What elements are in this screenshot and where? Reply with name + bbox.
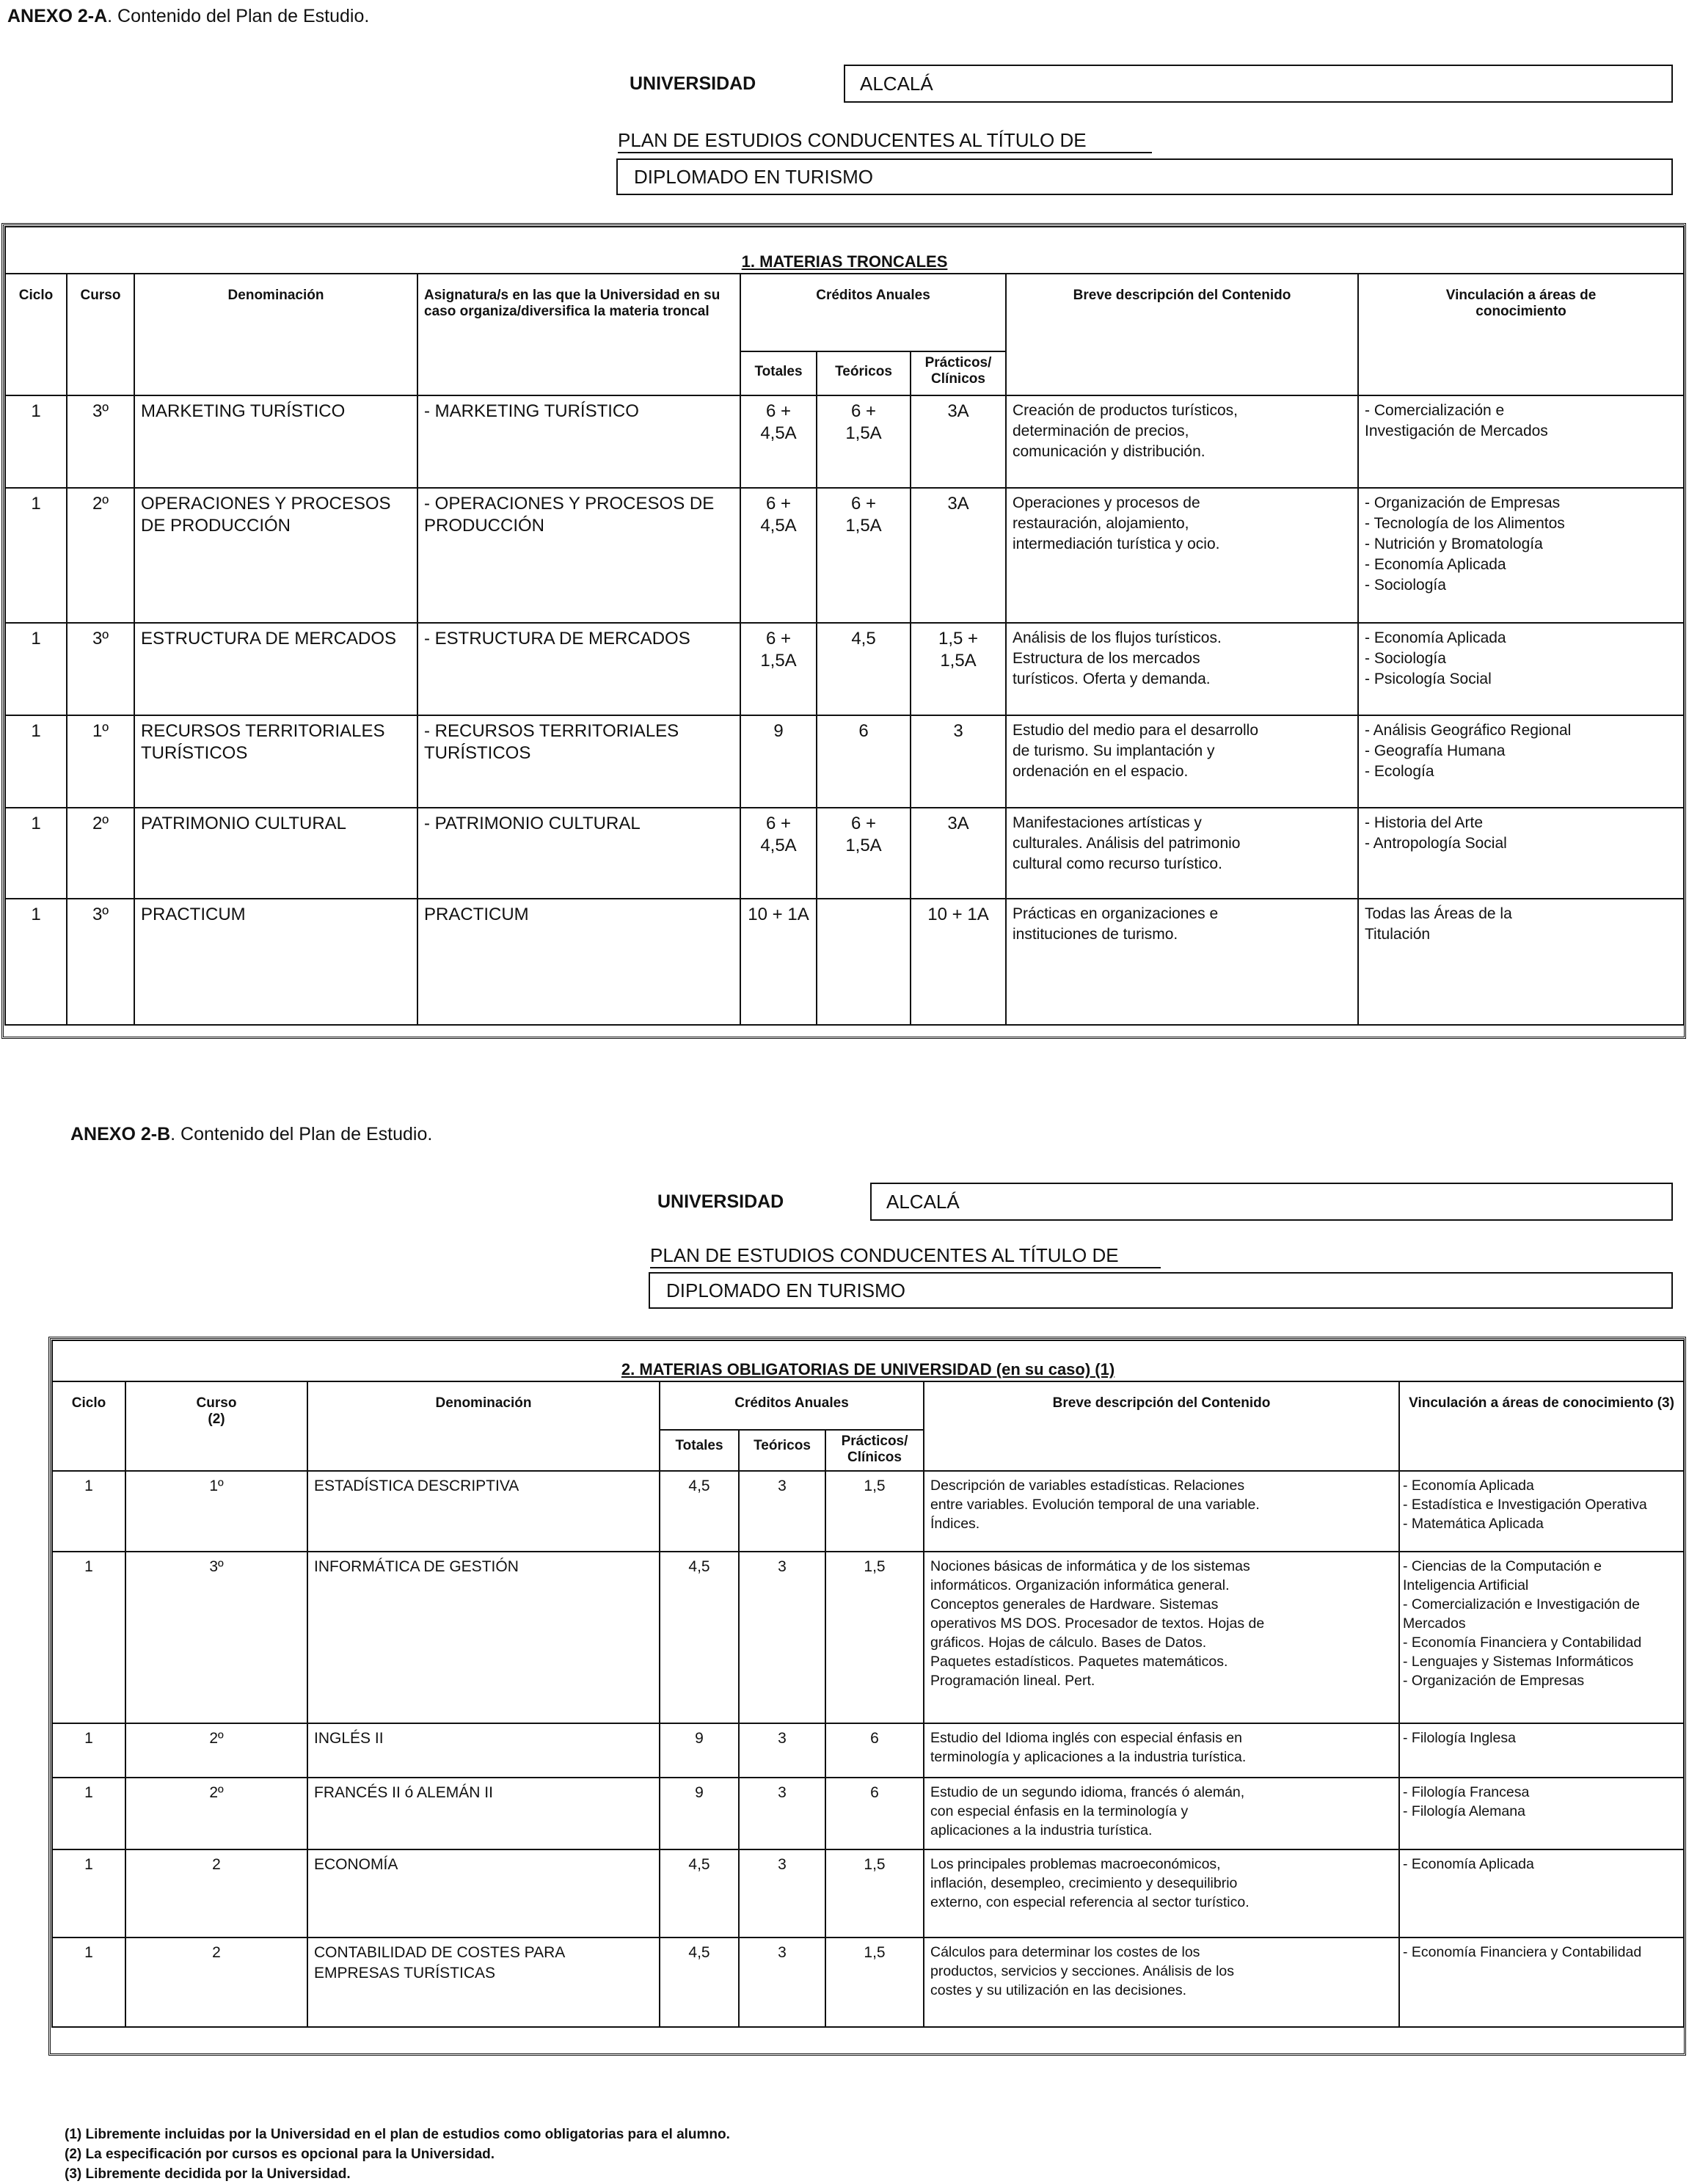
teoricos-line: 6 +: [850, 814, 877, 833]
header-ciclo: Ciclo: [5, 274, 67, 395]
descripcion-line: Descripción de variables estadísticas. Relaciones: [930, 1478, 1245, 1494]
denominacion-cell: ECONOMÍA: [307, 1849, 660, 1938]
vinculacion-line: - Historia del Arte: [1365, 814, 1484, 831]
header-ciclo-b: Ciclo: [52, 1381, 125, 1471]
vinculacion-line: - Nutrición y Bromatología: [1365, 536, 1543, 552]
totales-cell: [740, 899, 817, 1025]
ciclo-cell: 1: [52, 1471, 125, 1552]
descripcion-line: operativos MS DOS. Procesador de textos. Hojas de: [930, 1615, 1265, 1632]
denominacion-cell: FRANCÉS II ó ALEMÁN II: [307, 1778, 660, 1849]
footnotes: [65, 2125, 730, 2184]
vinculacion-line: - Economía Aplicada: [1365, 556, 1506, 573]
totales-line: 6 +: [765, 814, 792, 833]
vinculacion-cell: [1358, 808, 1684, 899]
descripcion-cell: [1006, 715, 1358, 808]
asignatura-cell: - MARKETING TURÍSTICO: [417, 395, 740, 488]
vinculacion-line: - Filología Alemana: [1403, 1803, 1525, 1819]
vinculacion-line: - Sociología: [1365, 577, 1446, 594]
totales-line: 9: [773, 721, 784, 741]
practicos-cell: 6: [825, 1723, 924, 1778]
ciclo-cell: 1: [52, 1723, 125, 1778]
descripcion-line: cultural como recurso turístico.: [1013, 855, 1222, 872]
vinculacion-line: Inteligencia Artificial: [1403, 1577, 1529, 1593]
descripcion-line: Análisis de los flujos turísticos.: [1013, 629, 1222, 646]
vinculacion-line: - Economía Aplicada: [1403, 1856, 1534, 1872]
vinculacion-cell: [1358, 395, 1684, 488]
descripcion-line: Estudio de un segundo idioma, francés ó alemán,: [930, 1784, 1245, 1800]
ciclo-cell: 1: [52, 1938, 125, 2027]
descripcion-cell: [924, 1849, 1399, 1938]
table-row: [52, 1723, 1684, 1778]
descripcion-line: restauración, alojamiento,: [1013, 515, 1189, 532]
vinculacion-line: - Tecnología de los Alimentos: [1365, 515, 1565, 532]
vinculacion-cell: [1399, 1723, 1684, 1778]
header-totales: Totales: [740, 351, 817, 395]
curso-cell: 2º: [125, 1723, 307, 1778]
practicos-cell: 6: [825, 1778, 924, 1849]
plan-value-b: [649, 1272, 1673, 1309]
descripcion-cell: [924, 1471, 1399, 1552]
curso-cell: 1º: [125, 1471, 307, 1552]
ciclo-cell: 1: [5, 808, 67, 899]
teoricos-line: 4,5: [851, 629, 876, 649]
totales-line: 10 + 1A: [748, 905, 809, 924]
table-row: [5, 715, 1684, 808]
curso-cell: 3º: [67, 395, 134, 488]
footnote-1: (1) Libremente incluidas por la Universidad en el plan de estudios como obligatorias para el alumno.: [65, 2127, 730, 2142]
descripcion-cell: [1006, 623, 1358, 715]
totales-cell: [740, 395, 817, 488]
table-row: [52, 1849, 1684, 1938]
descripcion-line: Los principales problemas macroeconómicos,: [930, 1856, 1221, 1872]
descripcion-line: terminología y aplicaciones a la industria turística.: [930, 1749, 1247, 1765]
descripcion-line: Nociones básicas de informática y de los sistemas: [930, 1558, 1250, 1574]
teoricos-line: 6: [858, 721, 869, 741]
descripcion-cell: [924, 1938, 1399, 2027]
totales-line: 6 +: [765, 629, 792, 649]
vinculacion-cell: [1399, 1778, 1684, 1849]
teoricos-line: 1,5A: [845, 836, 882, 855]
teoricos-line: 6 +: [850, 401, 877, 421]
table-row: [5, 488, 1684, 623]
descripcion-line: productos, servicios y secciones. Análisis de los: [930, 1963, 1235, 1979]
denominacion-cell: ESTADÍSTICA DESCRIPTIVA: [307, 1471, 660, 1552]
totales-line: 6 +: [765, 401, 792, 421]
anexo-2a-label: ANEXO 2-A: [7, 6, 108, 26]
practicos-line: 1,5A: [940, 651, 977, 671]
vinculacion-line: - Economía Aplicada: [1365, 629, 1506, 646]
table-b-title: 2. MATERIAS OBLIGATORIAS DE UNIVERSIDAD (en su caso) (1): [52, 1340, 1684, 1381]
totales-cell: 9: [660, 1723, 739, 1778]
teoricos-cell: 3: [739, 1938, 825, 2027]
descripcion-line: de turismo. Su implantación y: [1013, 742, 1215, 759]
descripcion-line: Estudio del Idioma inglés con especial énfasis en: [930, 1730, 1242, 1746]
header-vinculacion-b: Vinculación a áreas de conocimiento (3): [1399, 1381, 1684, 1471]
curso-cell: 3º: [67, 899, 134, 1025]
materias-obligatorias-table: [51, 1340, 1685, 2028]
descripcion-line: Estudio del medio para el desarrollo: [1013, 722, 1259, 739]
descripcion-line: Paquetes estadísticos. Paquetes matemáticos.: [930, 1654, 1228, 1670]
header-asignatura: Asignatura/s en las que la Universidad en su caso organiza/diversifica la materia troncal: [417, 274, 740, 395]
vinculacion-line: - Psicología Social: [1365, 671, 1492, 687]
totales-line: 4,5A: [760, 836, 797, 855]
anexo-2b-title: [70, 1124, 432, 1145]
materias-troncales-table: [4, 226, 1685, 1026]
vinculacion-line: Titulación: [1365, 926, 1431, 943]
practicos-line: 10 + 1A: [927, 905, 989, 924]
ciclo-cell: 1: [5, 395, 67, 488]
header-denominacion-b: Denominación: [307, 1381, 660, 1471]
vinculacion-line: - Ecología: [1365, 763, 1434, 780]
curso-cell: 2: [125, 1938, 307, 2027]
descripcion-line: ordenación en el espacio.: [1013, 763, 1189, 780]
header-denominacion: Denominación: [134, 274, 417, 395]
practicos-cell: 1,5: [825, 1552, 924, 1723]
descripcion-line: entre variables. Evolución temporal de una variable.: [930, 1497, 1260, 1513]
teoricos-cell: 3: [739, 1778, 825, 1849]
totales-line: 4,5A: [760, 516, 797, 536]
universidad-label-b: UNIVERSIDAD: [657, 1191, 784, 1212]
practicos-cell: [911, 623, 1006, 715]
vinculacion-line: - Sociología: [1365, 650, 1446, 667]
descripcion-cell: [924, 1552, 1399, 1723]
table-row: [52, 1471, 1684, 1552]
vinculacion-cell: [1399, 1552, 1684, 1723]
anexo-2b-subtitle: . Contenido del Plan de Estudio.: [170, 1124, 433, 1144]
anexo-2b-label: ANEXO 2-B: [70, 1124, 171, 1144]
ciclo-cell: 1: [52, 1778, 125, 1849]
descripcion-cell: [1006, 488, 1358, 623]
descripcion-line: Creación de productos turísticos,: [1013, 402, 1238, 419]
header-curso-b: Curso (2): [125, 1381, 307, 1471]
teoricos-cell: [817, 395, 911, 488]
totales-line: 6 +: [765, 494, 792, 514]
denominacion-cell: PATRIMONIO CULTURAL: [134, 808, 417, 899]
vinculacion-line: - Lenguajes y Sistemas Informáticos: [1403, 1654, 1634, 1670]
descripcion-line: externo, con especial referencia al sector turístico.: [930, 1894, 1250, 1910]
vinculacion-line: Mercados: [1403, 1615, 1466, 1632]
asignatura-cell: - PATRIMONIO CULTURAL: [417, 808, 740, 899]
practicos-line: 3: [953, 721, 963, 741]
descripcion-line: aplicaciones a la industria turística.: [930, 1822, 1153, 1838]
descripcion-line: Conceptos generales de Hardware. Sistemas: [930, 1596, 1219, 1613]
descripcion-line: culturales. Análisis del patrimonio: [1013, 835, 1241, 852]
descripcion-cell: [1006, 395, 1358, 488]
vinculacion-line: - Antropología Social: [1365, 835, 1507, 852]
header-practicos-b: Prácticos/ Clínicos: [825, 1430, 924, 1471]
descripcion-line: determinación de precios,: [1013, 423, 1189, 439]
ciclo-cell: 1: [5, 715, 67, 808]
totales-cell: [740, 715, 817, 808]
ciclo-cell: 1: [52, 1849, 125, 1938]
plan-value-a-text: DIPLOMADO EN TURISMO: [634, 165, 874, 188]
header-creditos-b: Créditos Anuales: [660, 1381, 924, 1430]
vinculacion-cell: [1358, 715, 1684, 808]
curso-cell: 2º: [125, 1778, 307, 1849]
ciclo-cell: 1: [5, 623, 67, 715]
asignatura-cell: - RECURSOS TERRITORIALES TURÍSTICOS: [417, 715, 740, 808]
descripcion-line: gráficos. Hojas de cálculo. Bases de Datos.: [930, 1635, 1207, 1651]
table-a-title: 1. MATERIAS TRONCALES: [5, 227, 1684, 274]
curso-cell: 1º: [67, 715, 134, 808]
practicos-cell: [911, 488, 1006, 623]
practicos-cell: [911, 395, 1006, 488]
descripcion-line: comunicación y distribución.: [1013, 443, 1205, 460]
vinculacion-cell: [1358, 899, 1684, 1025]
practicos-cell: [911, 715, 1006, 808]
vinculacion-line: - Estadística e Investigación Operativa: [1403, 1497, 1647, 1513]
denominacion-cell: RECURSOS TERRITORIALES TURÍSTICOS: [134, 715, 417, 808]
totales-cell: 4,5: [660, 1552, 739, 1723]
header-totales-b: Totales: [660, 1430, 739, 1471]
descripcion-cell: [1006, 808, 1358, 899]
descripcion-line: inflación, desempleo, crecimiento y desequilibrio: [930, 1875, 1238, 1891]
vinculacion-line: - Economía Financiera y Contabilidad: [1403, 1635, 1642, 1651]
vinculacion-line: Todas las Áreas de la: [1365, 905, 1512, 922]
vinculacion-line: - Filología Francesa: [1403, 1784, 1530, 1800]
vinculacion-line: - Geografía Humana: [1365, 742, 1506, 759]
table-row: [5, 899, 1684, 1025]
footnote-3: (3) Libremente decidida por la Universidad.: [65, 2166, 351, 2182]
header-curso: Curso: [67, 274, 134, 395]
descripcion-line: instituciones de turismo.: [1013, 926, 1178, 943]
teoricos-cell: 3: [739, 1723, 825, 1778]
anexo-2a-title: [7, 6, 369, 27]
totales-cell: [740, 623, 817, 715]
vinculacion-line: - Ciencias de la Computación e: [1403, 1558, 1602, 1574]
vinculacion-line: - Análisis Geográfico Regional: [1365, 722, 1572, 739]
totales-cell: [740, 488, 817, 623]
practicos-cell: 1,5: [825, 1471, 924, 1552]
vinculacion-line: - Economía Financiera y Contabilidad: [1403, 1944, 1642, 1960]
curso-cell: 3º: [67, 623, 134, 715]
universidad-value-b: [870, 1183, 1673, 1221]
totales-cell: 4,5: [660, 1938, 739, 2027]
teoricos-line: 1,5A: [845, 423, 882, 443]
teoricos-cell: [817, 899, 911, 1025]
descripcion-line: intermediación turística y ocio.: [1013, 536, 1220, 552]
header-teoricos-b: Teóricos: [739, 1430, 825, 1471]
teoricos-line: 1,5A: [845, 516, 882, 536]
anexo-2a-subtitle: . Contenido del Plan de Estudio.: [107, 6, 370, 26]
totales-cell: 4,5: [660, 1471, 739, 1552]
teoricos-cell: 3: [739, 1552, 825, 1723]
totales-line: 4,5A: [760, 423, 797, 443]
denominacion-cell: ESTRUCTURA DE MERCADOS: [134, 623, 417, 715]
footnote-2: (2) La especificación por cursos es opcional para la Universidad.: [65, 2147, 495, 2162]
descripcion-cell: [1006, 899, 1358, 1025]
descripcion-line: Programación lineal. Pert.: [930, 1673, 1095, 1689]
denominacion-cell: CONTABILIDAD DE COSTES PARA EMPRESAS TURÍSTICAS: [307, 1938, 660, 2027]
asignatura-cell: - OPERACIONES Y PROCESOS DE PRODUCCIÓN: [417, 488, 740, 623]
table-row: [5, 623, 1684, 715]
vinculacion-line: Investigación de Mercados: [1365, 423, 1548, 439]
vinculacion-line: - Comercialización e: [1365, 402, 1505, 419]
practicos-line: 3A: [947, 814, 969, 833]
vinculacion-line: - Filología Inglesa: [1403, 1730, 1516, 1746]
descripcion-line: informáticos. Organización informática general.: [930, 1577, 1230, 1593]
practicos-cell: 1,5: [825, 1938, 924, 2027]
practicos-line: 3A: [947, 401, 969, 421]
descripcion-line: Cálculos para determinar los costes de los: [930, 1944, 1200, 1960]
plan-value-b-text: DIPLOMADO EN TURISMO: [666, 1279, 906, 1301]
table-row: [52, 1552, 1684, 1723]
vinculacion-cell: [1399, 1938, 1684, 2027]
header-descripcion-b: Breve descripción del Contenido: [924, 1381, 1399, 1471]
vinculacion-line: - Matemática Aplicada: [1403, 1516, 1544, 1532]
practicos-line: 1,5 +: [938, 629, 979, 649]
vinculacion-line: - Organización de Empresas: [1365, 494, 1561, 511]
vinculacion-line: - Comercialización e Investigación de: [1403, 1596, 1640, 1613]
vinculacion-cell: [1399, 1849, 1684, 1938]
descripcion-line: Índices.: [930, 1516, 980, 1532]
denominacion-cell: PRACTICUM: [134, 899, 417, 1025]
descripcion-line: turísticos. Oferta y demanda.: [1013, 671, 1211, 687]
universidad-value-a-text: ALCALÁ: [860, 72, 933, 95]
teoricos-cell: 3: [739, 1471, 825, 1552]
header-descripcion: Breve descripción del Contenido: [1006, 274, 1358, 395]
vinculacion-line: - Organización de Empresas: [1403, 1673, 1585, 1689]
table-row: [5, 808, 1684, 899]
vinculacion-cell: [1399, 1471, 1684, 1552]
plan-label-b: PLAN DE ESTUDIOS CONDUCENTES AL TÍTULO DE: [650, 1244, 1161, 1268]
teoricos-line: 6 +: [850, 494, 877, 514]
practicos-cell: [911, 899, 1006, 1025]
practicos-cell: [911, 808, 1006, 899]
ciclo-cell: 1: [5, 899, 67, 1025]
practicos-line: 3A: [947, 494, 969, 514]
denominacion-cell: INGLÉS II: [307, 1723, 660, 1778]
vinculacion-line: - Economía Aplicada: [1403, 1478, 1534, 1494]
ciclo-cell: 1: [5, 488, 67, 623]
ciclo-cell: 1: [52, 1552, 125, 1723]
curso-cell: 2: [125, 1849, 307, 1938]
denominacion-cell: MARKETING TURÍSTICO: [134, 395, 417, 488]
descripcion-line: Operaciones y procesos de: [1013, 494, 1200, 511]
vinculacion-cell: [1358, 623, 1684, 715]
universidad-label-a: UNIVERSIDAD: [630, 73, 756, 94]
totales-cell: 9: [660, 1778, 739, 1849]
totales-line: 1,5A: [760, 651, 797, 671]
plan-value-a: [616, 158, 1673, 195]
universidad-value-b-text: ALCALÁ: [886, 1190, 960, 1213]
practicos-cell: 1,5: [825, 1849, 924, 1938]
teoricos-cell: [817, 808, 911, 899]
curso-cell: 2º: [67, 808, 134, 899]
descripcion-line: con especial énfasis en la terminología y: [930, 1803, 1189, 1819]
teoricos-cell: [817, 488, 911, 623]
curso-cell: 2º: [67, 488, 134, 623]
table-row: [5, 395, 1684, 488]
teoricos-cell: [817, 623, 911, 715]
descripcion-line: Manifestaciones artísticas y: [1013, 814, 1202, 831]
table-row: [52, 1778, 1684, 1849]
asignatura-cell: PRACTICUM: [417, 899, 740, 1025]
descripcion-cell: [924, 1778, 1399, 1849]
teoricos-cell: [817, 715, 911, 808]
descripcion-line: costes y su utilización en las decisiones.: [930, 1982, 1187, 1998]
asignatura-cell: - ESTRUCTURA DE MERCADOS: [417, 623, 740, 715]
totales-cell: 4,5: [660, 1849, 739, 1938]
curso-cell: 3º: [125, 1552, 307, 1723]
header-teoricos: Teóricos: [817, 351, 911, 395]
header-vinculacion: Vinculación a áreas de conocimiento: [1358, 274, 1684, 395]
teoricos-cell: 3: [739, 1849, 825, 1938]
denominacion-cell: OPERACIONES Y PROCESOS DE PRODUCCIÓN: [134, 488, 417, 623]
header-practicos: Prácticos/ Clínicos: [911, 351, 1006, 395]
descripcion-line: Prácticas en organizaciones e: [1013, 905, 1219, 922]
vinculacion-cell: [1358, 488, 1684, 623]
universidad-value-a: [844, 65, 1673, 103]
descripcion-cell: [924, 1723, 1399, 1778]
totales-cell: [740, 808, 817, 899]
denominacion-cell: INFORMÁTICA DE GESTIÓN: [307, 1552, 660, 1723]
header-creditos: Créditos Anuales: [740, 274, 1006, 351]
plan-label-a: PLAN DE ESTUDIOS CONDUCENTES AL TÍTULO DE: [618, 129, 1152, 153]
table-row: [52, 1938, 1684, 2027]
descripcion-line: Estructura de los mercados: [1013, 650, 1200, 667]
